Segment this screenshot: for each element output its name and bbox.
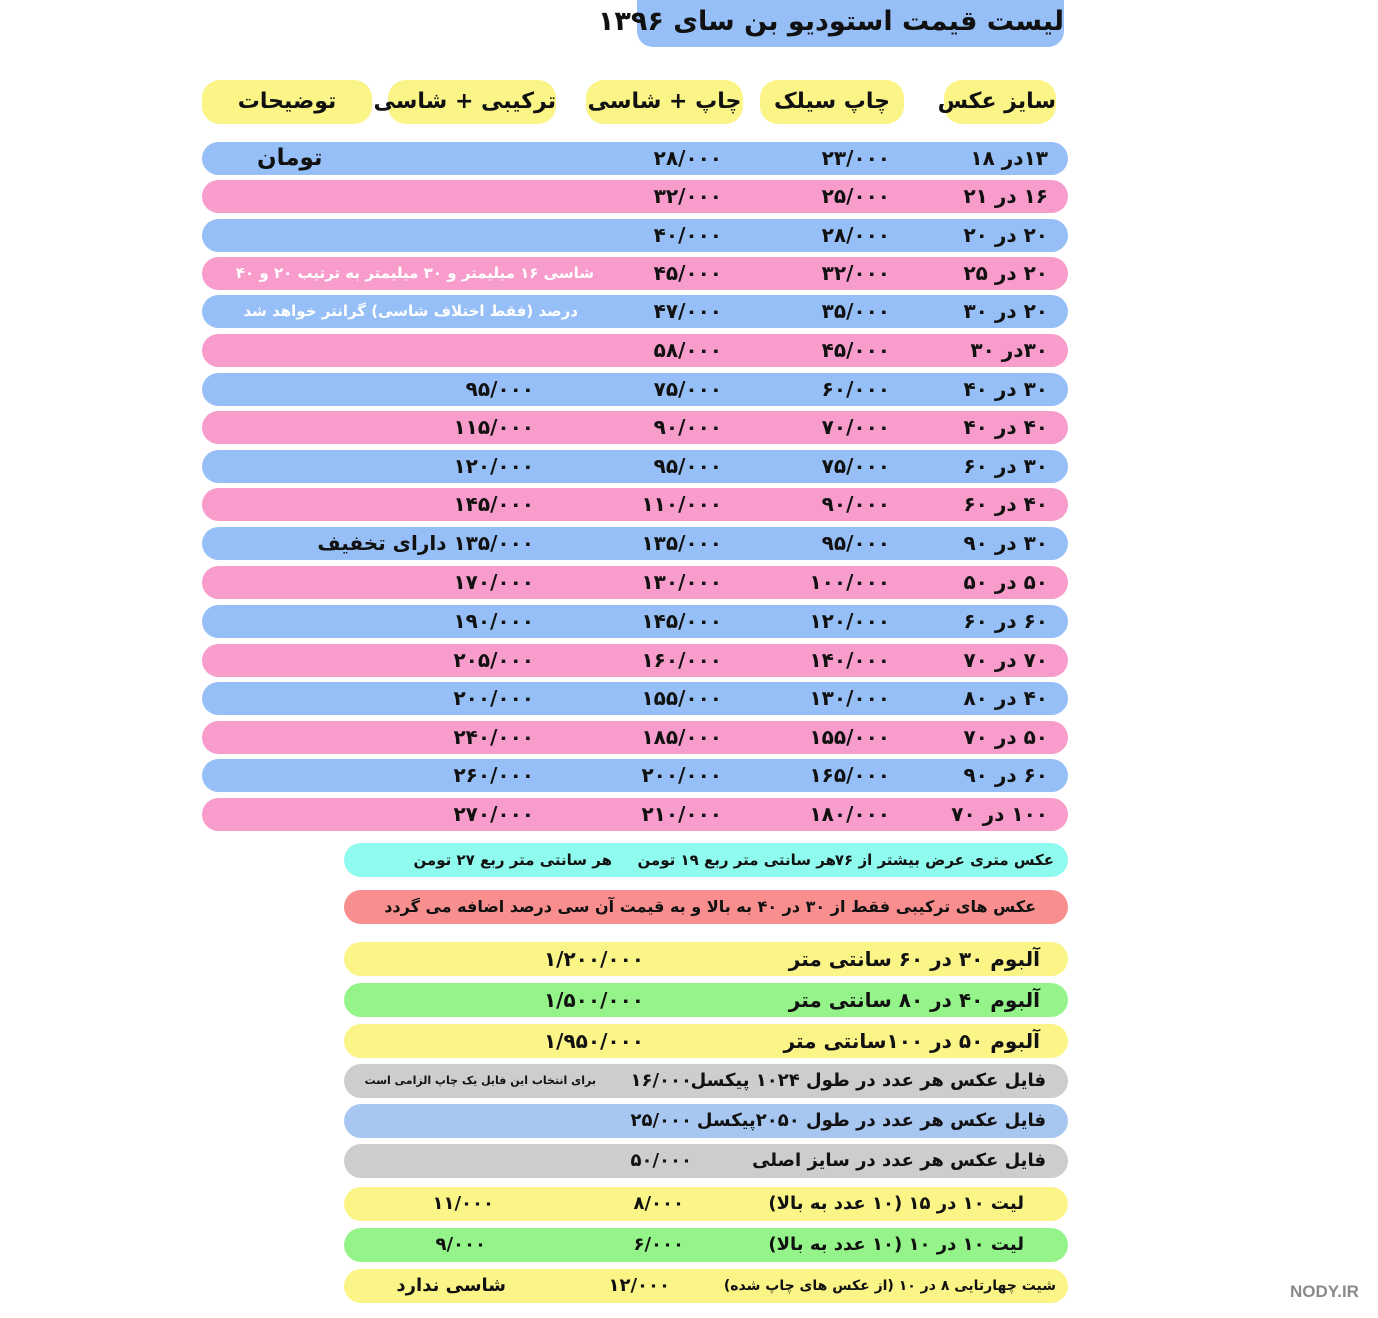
size-cell: ۵۰ در ۷۰ [963,725,1048,749]
size-cell: ۱۰۰ در ۷۰ [951,802,1048,826]
combo-price: ۹۵/۰۰۰ [465,377,534,401]
simple-price: ۱۴۰/۰۰۰ [809,648,890,672]
extra-label: آلبوم ۵۰ در ۱۰۰سانتی متر [783,1029,1040,1053]
table-row [202,488,1068,521]
combo-price: ۲۷۰/۰۰۰ [453,802,534,826]
page-title: لیست قیمت استودیو بن سای ۱۳۹۶ [637,0,1064,47]
wide-photo-rate-b: هر سانتی متر ربع ۲۷ تومن [413,851,612,869]
extra-label: شیت چهارتایی ۸ در ۱۰ (از عکس های چاپ شده) [723,1278,1056,1294]
extra-row [344,1064,1068,1098]
extra-label: فایل عکس هر عدد در طول ۲۰۵۰پیکسل [696,1110,1046,1131]
size-cell: ۲۰ در ۳۰ [963,299,1048,323]
simple-price: ۹۰/۰۰۰ [821,492,890,516]
extra-price: ۲۵/۰۰۰ [630,1110,692,1131]
combo-price: ۲۰۰/۰۰۰ [453,686,534,710]
extra-note: برای انتخاب این فایل یک چاپ الزامی است [364,1074,596,1087]
wide-photo-rate-a: هر سانتی متر ربع ۱۹ تومن [637,851,836,869]
chassis-price: ۱۶۰/۰۰۰ [641,648,722,672]
size-cell: ۶۰ در ۹۰ [963,763,1048,787]
table-row [202,605,1068,638]
size-cell: ۷۰ در ۷۰ [963,648,1048,672]
extra-price-2: ۱۱/۰۰۰ [432,1193,494,1214]
simple-price: ۱۳۰/۰۰۰ [809,686,890,710]
extra-price: ۱۶/۰۰۰ [630,1070,692,1091]
extra-label: فایل عکس هر عدد در طول ۱۰۲۴ پیکسل [690,1070,1046,1091]
combo-price: ۱۲۰/۰۰۰ [453,454,534,478]
chassis-note-line2: درصد (فقط اختلاف شاسی) گرانتر خواهد شد [243,302,578,320]
extra-note: شاسی ندارد [396,1275,506,1296]
header-simple: چاپ سیلک [760,80,904,124]
extra-price-2: ۹/۰۰۰ [435,1234,486,1255]
size-cell: ۴۰ در ۶۰ [963,492,1048,516]
chassis-price: ۱۱۰/۰۰۰ [641,492,722,516]
table-row [202,644,1068,677]
size-cell: ۴۰ در ۸۰ [963,686,1048,710]
table-row [202,373,1068,406]
size-cell: ۳۰در ۳۰ [970,338,1048,362]
extra-label: لیت ۱۰ در ۱۵ (۱۰ عدد به بالا) [768,1193,1024,1214]
simple-price: ۷۵/۰۰۰ [821,454,890,478]
table-row [202,411,1068,444]
watermark-text: NODY.IR [1290,1282,1359,1301]
simple-price: ۷۰/۰۰۰ [821,415,890,439]
simple-price: ۱۰۰/۰۰۰ [809,570,890,594]
combo-photos-note-text: عکس های ترکیبی فقط از ۳۰ در ۴۰ به بالا و به قیمت آن سی درصد اضافه می گردد [384,897,1036,916]
table-row [202,682,1068,715]
extra-price: ۶/۰۰۰ [633,1234,684,1255]
combo-price: ۲۶۰/۰۰۰ [453,763,534,787]
chassis-price: ۲۸/۰۰۰ [653,146,722,170]
table-row [202,450,1068,483]
simple-price: ۱۵۵/۰۰۰ [809,725,890,749]
extra-row [344,1187,1068,1221]
extra-row [344,942,1068,976]
simple-price: ۲۸/۰۰۰ [821,223,890,247]
combo-photos-note [344,890,1068,924]
wide-photo-note [344,843,1068,877]
header-notes: توضیحات [202,80,372,124]
extra-row [344,1269,1068,1303]
chassis-price: ۲۱۰/۰۰۰ [641,802,722,826]
chassis-note-line1: شاسی ۱۶ میلیمتر و ۳۰ میلیمتر به ترتیب ۲۰ و ۴۰ [235,264,594,282]
header-combo: ترکیبی + شاسی [388,80,556,124]
extra-price: ۵۰/۰۰۰ [630,1150,692,1171]
table-row [202,566,1068,599]
chassis-price: ۲۰۰/۰۰۰ [641,763,722,787]
simple-price: ۳۲/۰۰۰ [821,261,890,285]
table-row [202,142,1068,175]
extra-price: ۱/۵۰۰/۰۰۰ [543,988,644,1012]
size-cell: ۳۰ در ۹۰ [963,531,1048,555]
combo-price: ۱۹۰/۰۰۰ [453,609,534,633]
chassis-price: ۹۵/۰۰۰ [653,454,722,478]
simple-price: ۱۸۰/۰۰۰ [809,802,890,826]
combo-price: ۲۴۰/۰۰۰ [453,725,534,749]
chassis-price: ۵۸/۰۰۰ [653,338,722,362]
wide-photo-label: عکس متری عرض بیشتر از ۷۶ [834,851,1054,869]
chassis-price: ۱۸۵/۰۰۰ [641,725,722,749]
size-cell: ۱۶ در ۲۱ [963,184,1048,208]
chassis-price: ۴۷/۰۰۰ [653,299,722,323]
size-cell: ۳۰ در ۴۰ [963,377,1048,401]
currency-note: تومان [257,145,323,171]
chassis-price: ۱۴۵/۰۰۰ [641,609,722,633]
extra-row [344,1228,1068,1262]
simple-price: ۹۵/۰۰۰ [821,531,890,555]
table-row [202,180,1068,213]
size-cell: ۵۰ در ۵۰ [963,570,1048,594]
chassis-price: ۳۲/۰۰۰ [653,184,722,208]
extra-label: آلبوم ۳۰ در ۶۰ سانتی متر [788,947,1040,971]
extra-label: فایل عکس هر عدد در سایز اصلی [752,1150,1046,1171]
chassis-price: ۱۳۰/۰۰۰ [641,570,722,594]
simple-price: ۴۵/۰۰۰ [821,338,890,362]
extra-price: ۸/۰۰۰ [633,1193,684,1214]
extra-price: ۱۲/۰۰۰ [608,1275,670,1296]
simple-price: ۲۳/۰۰۰ [821,146,890,170]
chassis-price: ۴۵/۰۰۰ [653,261,722,285]
table-row [202,219,1068,252]
table-row [202,759,1068,792]
table-row [202,527,1068,560]
simple-price: ۲۵/۰۰۰ [821,184,890,208]
extra-label: آلبوم ۴۰ در ۸۰ سانتی متر [788,988,1040,1012]
header-chassis: چاپ + شاسی [586,80,743,124]
chassis-price: ۱۵۵/۰۰۰ [641,686,722,710]
size-cell: ۲۰ در ۲۰ [963,223,1048,247]
size-cell: ۳۰ در ۶۰ [963,454,1048,478]
table-row [202,334,1068,367]
combo-price: ۱۴۵/۰۰۰ [453,492,534,516]
table-row [202,257,1068,290]
chassis-price: ۹۰/۰۰۰ [653,415,722,439]
size-cell: ۱۳در ۱۸ [970,146,1048,170]
extra-row [344,983,1068,1017]
chassis-price: ۷۵/۰۰۰ [653,377,722,401]
simple-price: ۶۰/۰۰۰ [821,377,890,401]
extra-row [344,1104,1068,1138]
extra-price: ۱/۲۰۰/۰۰۰ [543,947,644,971]
size-cell: ۴۰ در ۴۰ [963,415,1048,439]
size-cell: ۶۰ در ۶۰ [963,609,1048,633]
chassis-price: ۴۰/۰۰۰ [653,223,722,247]
size-cell: ۲۰ در ۲۵ [963,261,1048,285]
extra-row [344,1144,1068,1178]
combo-price: ۱۱۵/۰۰۰ [453,415,534,439]
combo-price: ۱۷۰/۰۰۰ [453,570,534,594]
extra-row [344,1024,1068,1058]
simple-price: ۳۵/۰۰۰ [821,299,890,323]
simple-price: ۱۶۵/۰۰۰ [809,763,890,787]
header-size: سایز عکس [944,80,1056,124]
chassis-price: ۱۳۵/۰۰۰ [641,531,722,555]
combo-price: ۱۳۵/۰۰۰ دارای تخفیف [317,531,534,555]
table-row [202,721,1068,754]
table-row [202,798,1068,831]
combo-price: ۲۰۵/۰۰۰ [453,648,534,672]
table-row [202,295,1068,328]
extra-price: ۱/۹۵۰/۰۰۰ [543,1029,644,1053]
extra-label: لیت ۱۰ در ۱۰ (۱۰ عدد به بالا) [768,1234,1024,1255]
watermark [1290,1282,1359,1302]
simple-price: ۱۲۰/۰۰۰ [809,609,890,633]
